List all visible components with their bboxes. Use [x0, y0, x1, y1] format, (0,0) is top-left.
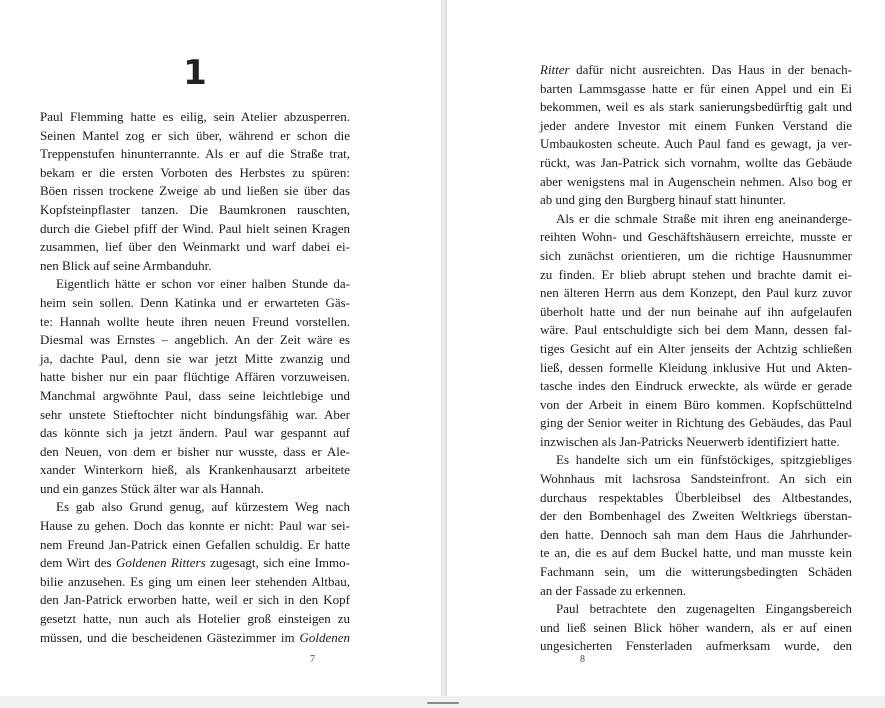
text-line: Ritter dafür nicht ausreichten. Das Haus in der benach- [540, 62, 852, 77]
right-page-body-text [540, 61, 852, 656]
text-line: den Jan-Patrick erworben hatte, weil er sich in den Kopf [40, 592, 350, 608]
text-line: barten Lammsgasse hatte er für einen Appel und ein Ei [540, 80, 852, 96]
text-line: Kopfsteinpflaster tanzen. Die Baumkronen rauschten, [40, 201, 350, 217]
text-line: Diesmal was Ernstes – angeblich. An der Zeit wäre es [40, 332, 350, 348]
text-line: nem Freund Jan-Patrick einen Gefallen schuldig. Er hatte [40, 536, 350, 552]
text-line: Als er die schmale Straße mit ihren eng aneinanderge- [556, 210, 852, 226]
text-line: Es gab also Grund genug, auf kürzestem Weg nach [56, 499, 350, 515]
text-line: zusammen, lief über den Weinmarkt und warf dabei ei- [40, 239, 350, 255]
text-line: ließ, dessen formelle Kleidung inklusive Hut und Akten- [540, 359, 852, 375]
text-line: reihten Wohn- und Geschäftshäusern erreichte, musste er [540, 229, 852, 245]
right-page-number: 8 [580, 654, 585, 665]
text-line: sich zunächst orientieren, um die richtige Hausnummer [540, 247, 852, 263]
text-line: nen Blick auf seine Armbanduhr. [40, 257, 212, 273]
left-page-number: 7 [310, 654, 315, 665]
text-line: Wohnhaus mit lachsrosa Sandsteinfront. An sich ein [540, 471, 852, 487]
text-line: den hatte. Dennoch sah man dem Haus die Jahrhunder- [540, 526, 852, 542]
text-line: ging der Senior weiter in Richtung des Gebäudes, das Paul [540, 415, 852, 431]
text-line: tiges Gesicht auf ein Alter jenseits der Achtzig schließen [540, 340, 852, 356]
text-line: müssen, und die bescheidenen Gästezimmer im Goldenen [40, 629, 350, 645]
text-line: bekommen, weil es als stark sanierungsbedürftig galt und [540, 99, 852, 115]
page-scroll-handle[interactable] [427, 702, 459, 704]
text-line: Böen rissen trockene Zweige ab und ließen sie über das [40, 183, 350, 199]
text-line: xander Winterkorn hieß, als Krankenhausarzt arbeitete [40, 462, 350, 478]
text-line: an der Fassade zu erkennen. [540, 582, 687, 598]
text-line: Es handelte sich um ein fünfstöckiges, spitzgiebliges [556, 452, 852, 468]
text-line: Treppenstufen hinunterrannte. Als er auf die Straße trat, [40, 146, 350, 162]
text-line: heim sein sollen. Denn Katinka und er erwarteten Gäs- [40, 294, 350, 310]
text-line: Umbaukosten scheute. Auch Paul fand es gewagt, ja ver- [540, 136, 852, 152]
text-line: zu finden. Er blieb abrupt stehen und brachte damit ei- [540, 266, 852, 282]
text-line: inzwischen als Jan-Patricks Neuerwerb identifiziert hatte. [540, 433, 840, 449]
text-line: ja, dachte Paul, denn sie war jetzt Mitte zwanzig und [40, 350, 350, 366]
text-line: te: Hannah wollte heute ihren neuen Freund vorstellen. [40, 313, 350, 329]
text-line: sehr unstete Stieftochter nicht bindungsfähig war. Aber [40, 406, 350, 422]
text-line: te an, die es auf dem Buckel hatte, und man musste kein [540, 545, 852, 561]
text-line: das könnte sich ja jetzt ändern. Paul war gespannt auf [40, 425, 350, 441]
text-line: den Neuen, von dem er bisher nur wusste, dass er Ale- [40, 443, 350, 459]
text-line: Seinen Mantel zog er sich über, während er schon die [40, 127, 350, 143]
text-line: Paul Flemming hatte es eilig, sein Atelier abzusperren. [40, 109, 350, 124]
text-line: ab und ging den Burgberg hinauf statt hinunter. [540, 192, 786, 208]
text-line: Manchmal argwöhnte Paul, dass seine leichtlebige und [40, 387, 350, 403]
text-line: hatte bisher nur ein paar flüchtige Affären vorzuweisen. [40, 369, 350, 385]
text-line: rückt, was Jan-Patrick sich vornahm, wollte das Gebäude [540, 154, 852, 170]
text-line: aber wenigstens mal in Augenschein nehmen. Also bog er [540, 173, 852, 189]
text-line: durch die Giebel pfiff der Wind. Paul hielt seinen Kragen [40, 220, 350, 236]
text-line: ungesicherten Fensterladen aufmerksam wurde, den [540, 638, 852, 654]
chapter-number: 1 [183, 53, 207, 93]
text-line: bekam er die ersten Vorboten des Herbstes zu spüren: [40, 164, 350, 180]
text-line: bilie anzusehen. Es ging um einen leer stehenden Altbau, [40, 573, 350, 589]
text-line: Fachmann sein, um die witterungsbedingten Schäden [540, 564, 852, 580]
left-page-body-text [40, 108, 350, 647]
text-line: jeder andere Investor mit einem Funken Verstand die [540, 117, 852, 133]
text-line: und ein ganzes Stück älter war als Hannah. [40, 480, 264, 496]
text-line: tasche indes den Eindruck erweckte, als würde er gerade [540, 378, 852, 394]
text-line: dem Wirt des Goldenen Ritters zugesagt, sich eine Immo- [40, 555, 350, 571]
text-line: wäre. Paul entschuldigte sich bei dem Mann, dessen fal- [540, 322, 852, 338]
text-line: Paul betrachtete den zugenagelten Eingangsbereich [556, 601, 852, 617]
text-line: von der Arbeit in einem Büro kommen. Kopfschüttelnd [540, 396, 852, 412]
text-line: Hause zu gehen. Doch das konnte er nicht: Paul war sei- [40, 518, 350, 534]
text-line: der den Bombenhagel des Zweiten Weltkriegs überstan- [540, 508, 852, 524]
text-line: überholt hatte und der nun beinahe auf ihn aufgelaufen [540, 303, 852, 319]
text-line: gesetzt hatte, nun auch als Hotelier groß einsteigen zu [40, 611, 350, 627]
text-line: durchaus respektables Überbleibsel des Altbestandes, [540, 489, 852, 505]
text-line: nen älteren Herrn aus dem Konzept, den Paul kurz zuvor [540, 285, 852, 301]
text-line: Eigentlich hätte er schon vor einer halben Stunde da- [56, 276, 350, 292]
text-line: und ließ seinen Blick höher wandern, als er auf einen [540, 619, 852, 635]
